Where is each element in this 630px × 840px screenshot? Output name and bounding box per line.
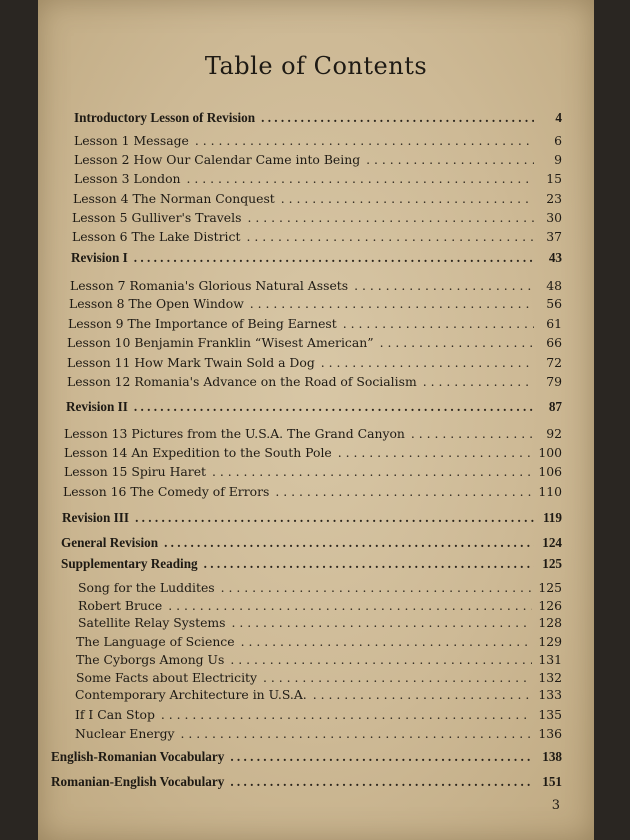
toc-entry-label: Lesson 8 The Open Window <box>69 296 244 311</box>
toc-entry-label: General Revision <box>61 535 159 550</box>
dot-leader <box>338 445 533 460</box>
toc-entry-page: 30 <box>546 210 562 225</box>
page-title: Table of Contents <box>204 52 428 80</box>
dot-leader <box>230 774 534 790</box>
toc-entry <box>72 210 562 225</box>
dot-leader <box>247 210 534 225</box>
toc-entry-label: Lesson 4 The Norman Conquest <box>73 191 275 206</box>
dot-leader <box>161 707 532 722</box>
toc-entry-page: 126 <box>538 598 562 613</box>
toc-entry <box>61 556 562 572</box>
dot-leader <box>181 726 533 741</box>
toc-entry <box>64 464 562 479</box>
toc-entry-label: Satellite Relay Systems <box>78 615 226 630</box>
toc-entry-page: 61 <box>546 316 562 331</box>
toc-entry-page: 92 <box>546 426 562 441</box>
toc-entry-page: 4 <box>555 110 562 125</box>
toc-entry <box>76 670 562 685</box>
toc-entry-label: Lesson 5 Gulliver's Travels <box>72 210 242 225</box>
toc-entry <box>70 278 562 293</box>
toc-entry-label: Robert Bruce <box>78 598 163 613</box>
toc-entry <box>72 229 562 244</box>
toc-entry-label: Lesson 14 An Expedition to the South Pole <box>64 445 332 460</box>
toc-entry <box>71 250 562 266</box>
toc-entry-page: 48 <box>546 278 562 293</box>
toc-entry-page: 43 <box>548 250 562 265</box>
toc-entry <box>61 535 562 551</box>
toc-entry <box>76 652 562 667</box>
toc-entry-label: Lesson 1 Message <box>74 133 189 148</box>
toc-entry <box>78 580 562 595</box>
toc-entry-page: 23 <box>546 191 562 206</box>
toc-entry-label: Romanian-English Vocabulary <box>51 774 225 789</box>
dot-leader <box>321 355 534 370</box>
toc-entry-label: Lesson 10 Benjamin Franklin “Wisest American” <box>67 335 374 350</box>
toc-entry-page: 15 <box>546 171 562 186</box>
toc-entry-page: 125 <box>542 556 562 571</box>
dot-leader <box>187 171 534 186</box>
toc-entry-label: Lesson 9 The Importance of Being Earnest <box>68 316 337 331</box>
toc-entry-label: Lesson 3 London <box>74 171 181 186</box>
dot-leader <box>232 615 533 630</box>
toc-entry <box>66 399 562 415</box>
toc-entry-page: 125 <box>538 580 562 595</box>
toc-entry-label: Introductory Lesson of Revision <box>74 110 256 125</box>
toc-entry-label: Song for the Luddites <box>78 580 215 595</box>
dot-leader <box>354 278 534 293</box>
dot-leader <box>134 399 534 415</box>
toc-entry-label: Lesson 6 The Lake District <box>72 229 241 244</box>
toc-entry-page: 129 <box>538 634 562 649</box>
toc-entry-label: If I Can Stop <box>75 707 155 722</box>
toc-entry-page: 110 <box>538 484 562 499</box>
toc-entry-page: 151 <box>542 774 562 789</box>
toc-entry <box>73 191 562 206</box>
dot-leader <box>423 374 534 389</box>
toc-entry-label: Lesson 11 How Mark Twain Sold a Dog <box>67 355 315 370</box>
toc-entry <box>75 707 562 722</box>
toc-entry <box>67 374 562 389</box>
dot-leader <box>135 510 534 526</box>
toc-entry-page: 124 <box>542 535 562 550</box>
toc-entry-label: Contemporary Architecture in U.S.A. <box>75 687 307 702</box>
toc-entry <box>51 749 562 765</box>
toc-entry <box>68 316 562 331</box>
toc-entry-label: Lesson 2 How Our Calendar Came into Being <box>74 152 361 167</box>
dot-leader <box>275 484 532 499</box>
toc-entry-page: 100 <box>538 445 562 460</box>
table-of-contents <box>38 0 594 840</box>
toc-entry <box>74 152 562 167</box>
toc-entry-page: 6 <box>554 133 562 148</box>
toc-entry-label: Revision III <box>62 510 130 525</box>
toc-entry-page: 79 <box>546 374 562 389</box>
toc-entry <box>51 774 562 790</box>
toc-entry-page: 131 <box>538 652 562 667</box>
toc-entry-label: Nuclear Energy <box>75 726 175 741</box>
dot-leader <box>168 598 532 613</box>
toc-entry <box>75 726 562 741</box>
toc-entry <box>74 110 562 126</box>
dot-leader <box>241 634 533 649</box>
toc-entry-label: Revision II <box>66 399 128 414</box>
dot-leader <box>204 556 534 572</box>
toc-entry <box>78 615 562 630</box>
toc-entry-page: 138 <box>542 749 562 764</box>
toc-entry-page: 135 <box>538 707 562 722</box>
dot-leader <box>230 749 534 765</box>
toc-entry <box>76 634 562 649</box>
toc-entry-label: Lesson 12 Romania's Advance on the Road of Socialism <box>67 374 417 389</box>
toc-entry-label: Lesson 13 Pictures from the U.S.A. The Grand Canyon <box>64 426 405 441</box>
dot-leader <box>250 296 534 311</box>
toc-entry <box>62 510 562 526</box>
dot-leader <box>411 426 534 441</box>
toc-entry-label: Revision I <box>71 250 128 265</box>
toc-entry-page: 37 <box>546 229 562 244</box>
toc-entry-page: 66 <box>546 335 562 350</box>
toc-entry <box>67 355 562 370</box>
dot-leader <box>246 229 534 244</box>
toc-entry-page: 106 <box>538 464 562 479</box>
toc-entry-label: Lesson 15 Spiru Haret <box>64 464 207 479</box>
toc-entry-page: 132 <box>538 670 562 685</box>
page-number: 3 <box>551 798 560 813</box>
dot-leader <box>134 250 534 266</box>
toc-entry <box>78 598 562 613</box>
book-page <box>38 0 594 840</box>
toc-entry <box>74 133 562 148</box>
toc-entry <box>74 171 562 186</box>
toc-entry-page: 119 <box>542 510 562 525</box>
dot-leader <box>261 110 534 126</box>
toc-entry-label: English-Romanian Vocabulary <box>51 749 225 764</box>
dot-leader <box>281 191 534 206</box>
dot-leader <box>380 335 534 350</box>
toc-entry-label: Supplementary Reading <box>61 556 198 571</box>
toc-entry-label: Lesson 7 Romania's Glorious Natural Assets <box>70 278 349 293</box>
toc-entry-page: 56 <box>546 296 562 311</box>
dot-leader <box>230 652 532 667</box>
toc-entry-page: 72 <box>546 355 562 370</box>
toc-entry <box>64 426 562 441</box>
dot-leader <box>195 133 534 148</box>
toc-entry-label: Some Facts about Electricity <box>76 670 258 685</box>
toc-entry-page: 9 <box>554 152 562 167</box>
dot-leader <box>343 316 534 331</box>
toc-entry <box>75 687 562 702</box>
toc-entry-label: The Language of Science <box>76 634 235 649</box>
toc-entry-page: 87 <box>548 399 562 414</box>
dot-leader <box>313 687 533 702</box>
toc-entry <box>69 296 562 311</box>
dot-leader <box>221 580 533 595</box>
toc-entry-page: 133 <box>538 687 562 702</box>
dot-leader <box>164 535 534 551</box>
dot-leader <box>212 464 532 479</box>
toc-entry <box>64 445 562 460</box>
toc-entry-page: 128 <box>538 615 562 630</box>
toc-entry-page: 136 <box>538 726 562 741</box>
dot-leader <box>366 152 534 167</box>
toc-entry-label: The Cyborgs Among Us <box>76 652 225 667</box>
toc-entry <box>63 484 562 499</box>
dot-leader <box>263 670 532 685</box>
toc-entry <box>67 335 562 350</box>
toc-entry-label: Lesson 16 The Comedy of Errors <box>63 484 270 499</box>
